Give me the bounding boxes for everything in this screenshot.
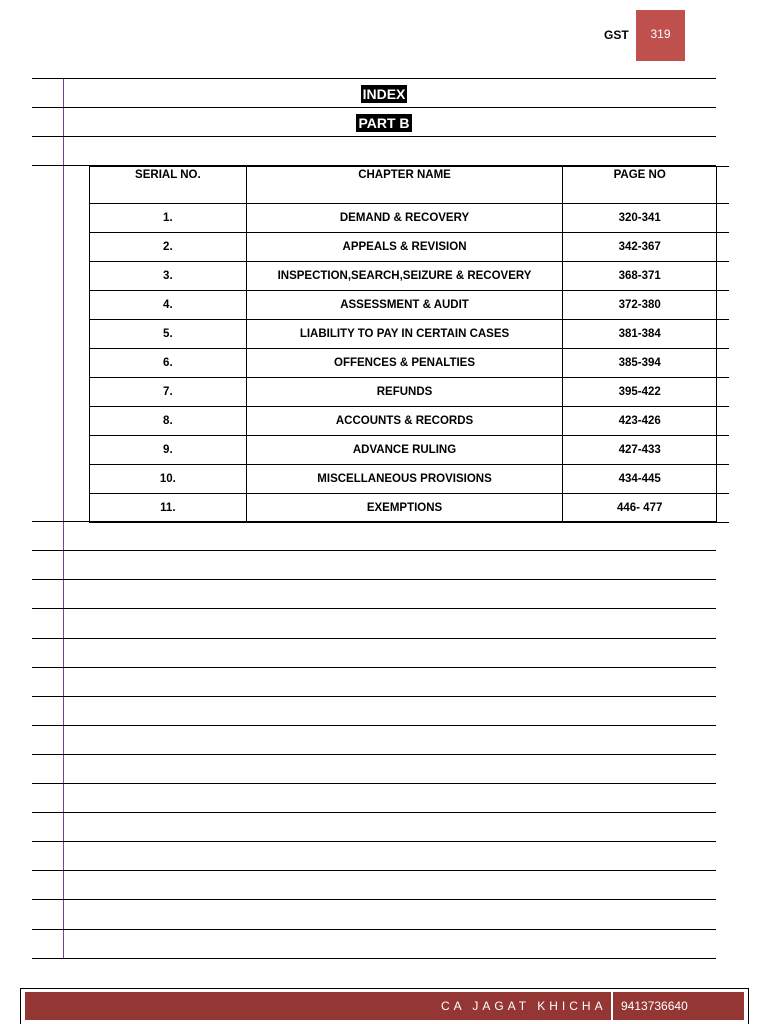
page-number-badge [636,10,685,61]
serial-cell: 11. [90,494,247,523]
ruled-line [32,725,716,726]
ruled-line [32,107,716,108]
serial-cell: 3. [90,262,247,291]
page-cell: 395-422 [563,378,717,407]
chapter-cell: DEMAND & RECOVERY [246,204,563,233]
column-header-serial: SERIAL NO. [90,167,247,204]
serial-cell: 9. [90,436,247,465]
ruled-line [32,841,716,842]
chapter-cell: EXEMPTIONS [246,494,563,523]
footer-phone: 9413736640 [621,999,688,1013]
index-title-text: INDEX [362,86,406,102]
table-row [90,262,730,291]
chapter-cell: ACCOUNTS & RECORDS [246,407,563,436]
blank-cell [717,291,729,320]
table-row [90,378,730,407]
table-row [90,465,730,494]
serial-cell: 8. [90,407,247,436]
blank-cell [717,204,729,233]
table-row [90,349,730,378]
column-header-blank [717,167,729,204]
column-header-page: PAGE NO [563,167,717,204]
serial-cell: 5. [90,320,247,349]
chapter-cell: ASSESSMENT & AUDIT [246,291,563,320]
table-row [90,494,730,523]
ruled-line [32,521,716,522]
table-row [90,436,730,465]
ruled-line [32,696,716,697]
page-cell: 423-426 [563,407,717,436]
page-cell: 381-384 [563,320,717,349]
column-header-chapter: CHAPTER NAME [246,167,563,204]
index-title [0,86,768,104]
ruled-line [32,870,716,871]
page-cell: 446- 477 [563,494,717,523]
ruled-line [32,550,716,551]
table-row [90,204,730,233]
ruled-line [32,812,716,813]
part-title [0,115,768,133]
chapter-cell: LIABILITY TO PAY IN CERTAIN CASES [246,320,563,349]
blank-cell [717,349,729,378]
part-title-text: PART B [358,115,410,131]
page-cell: 368-371 [563,262,717,291]
serial-cell: 4. [90,291,247,320]
blank-cell [717,436,729,465]
ruled-line [32,667,716,668]
blank-cell [717,494,729,523]
table-header-row [90,167,730,204]
footer-divider [611,992,613,1020]
page-cell: 434-445 [563,465,717,494]
ruled-line [32,78,716,79]
table-row [90,291,730,320]
index-table [89,166,729,523]
blank-cell [717,465,729,494]
ruled-line [32,899,716,900]
ruled-line [32,579,716,580]
table-row [90,407,730,436]
ruled-line [32,136,716,137]
chapter-cell: APPEALS & REVISION [246,233,563,262]
table-row [90,233,730,262]
chapter-cell: MISCELLANEOUS PROVISIONS [246,465,563,494]
chapter-cell: REFUNDS [246,378,563,407]
ruled-line [32,929,716,930]
serial-cell: 7. [90,378,247,407]
ruled-line [32,754,716,755]
ruled-line [32,638,716,639]
blank-cell [717,407,729,436]
margin-line [63,78,64,958]
chapter-cell: ADVANCE RULING [246,436,563,465]
ruled-line [32,783,716,784]
table-row [90,320,730,349]
header-label: GST [604,28,629,42]
blank-cell [717,262,729,291]
blank-cell [717,233,729,262]
chapter-cell: INSPECTION,SEARCH,SEIZURE & RECOVERY [246,262,563,291]
serial-cell: 10. [90,465,247,494]
serial-cell: 1. [90,204,247,233]
page-number: 319 [650,27,671,41]
page-cell: 320-341 [563,204,717,233]
serial-cell: 6. [90,349,247,378]
ruled-line [32,958,716,959]
footer-bar [25,992,744,1020]
page-cell: 372-380 [563,291,717,320]
page-cell: 427-433 [563,436,717,465]
footer-author: CA JAGAT KHICHA [441,999,607,1013]
blank-cell [717,378,729,407]
blank-cell [717,320,729,349]
page-cell: 342-367 [563,233,717,262]
serial-cell: 2. [90,233,247,262]
page-cell: 385-394 [563,349,717,378]
ruled-line [32,608,716,609]
chapter-cell: OFFENCES & PENALTIES [246,349,563,378]
